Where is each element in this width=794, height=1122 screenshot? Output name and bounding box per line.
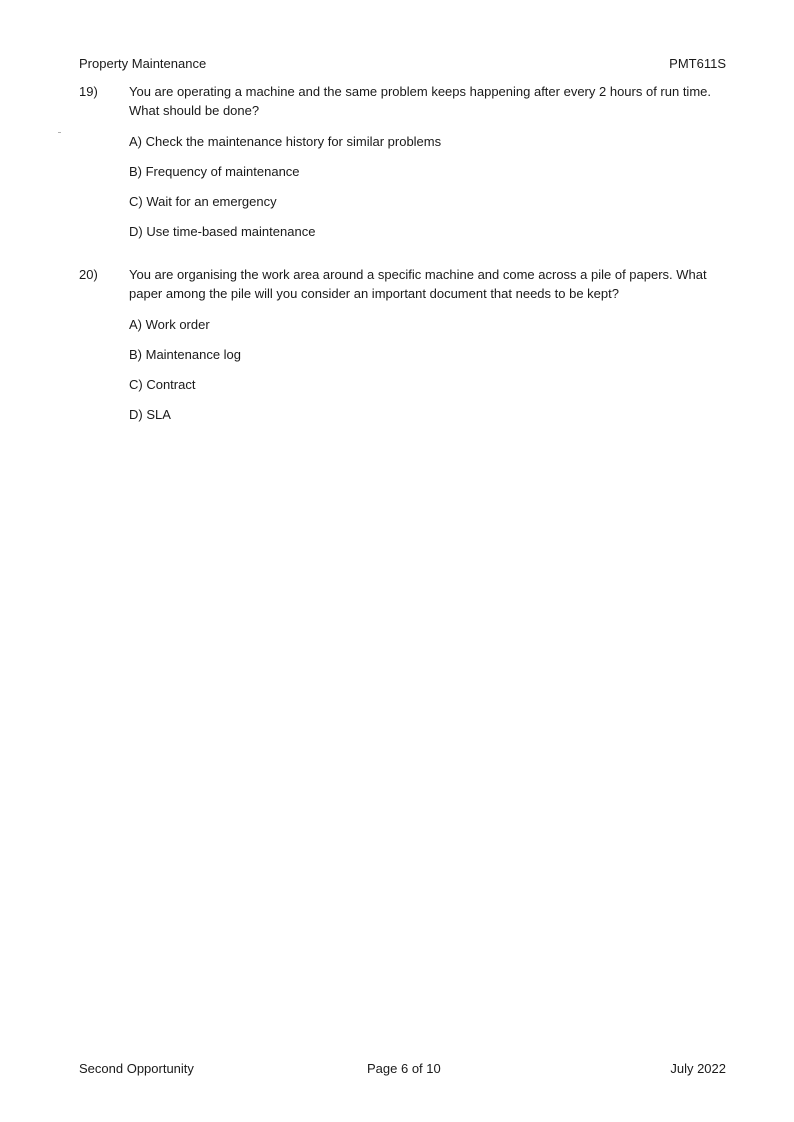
option-c: C) Contract: [129, 377, 196, 392]
option-d: D) Use time-based maintenance: [129, 224, 316, 239]
question-19: [79, 82, 727, 240]
course-title: Property Maintenance: [79, 56, 207, 71]
scan-artifact: [58, 132, 61, 133]
answer-options: [129, 317, 727, 423]
option-a: A) Work order: [129, 317, 210, 332]
question-number: 20): [79, 267, 98, 282]
footer-date: July 2022: [670, 1061, 726, 1076]
question-number: 19): [79, 84, 98, 99]
question-text: You are operating a machine and the same problem keeps happening after every 2 hours of run time. What should be done?: [129, 84, 711, 118]
answer-options: [129, 134, 727, 240]
option-b: B) Maintenance log: [129, 347, 242, 362]
option-b: B) Frequency of maintenance: [129, 164, 300, 179]
footer-page-number: Page 6 of 10: [367, 1061, 441, 1076]
option-c: C) Wait for an emergency: [129, 194, 277, 209]
question-20: [79, 265, 727, 423]
page-header: [79, 56, 726, 72]
page-footer: [79, 1061, 726, 1077]
option-d: D) SLA: [129, 407, 171, 422]
option-a: A) Check the maintenance history for similar problems: [129, 134, 442, 149]
footer-opportunity: Second Opportunity: [79, 1061, 194, 1076]
question-text: You are organising the work area around a specific machine and come across a pile of papers. What paper among the pile will you consider an important document that needs to be kept?: [129, 267, 707, 301]
course-code: PMT611S: [669, 56, 726, 71]
